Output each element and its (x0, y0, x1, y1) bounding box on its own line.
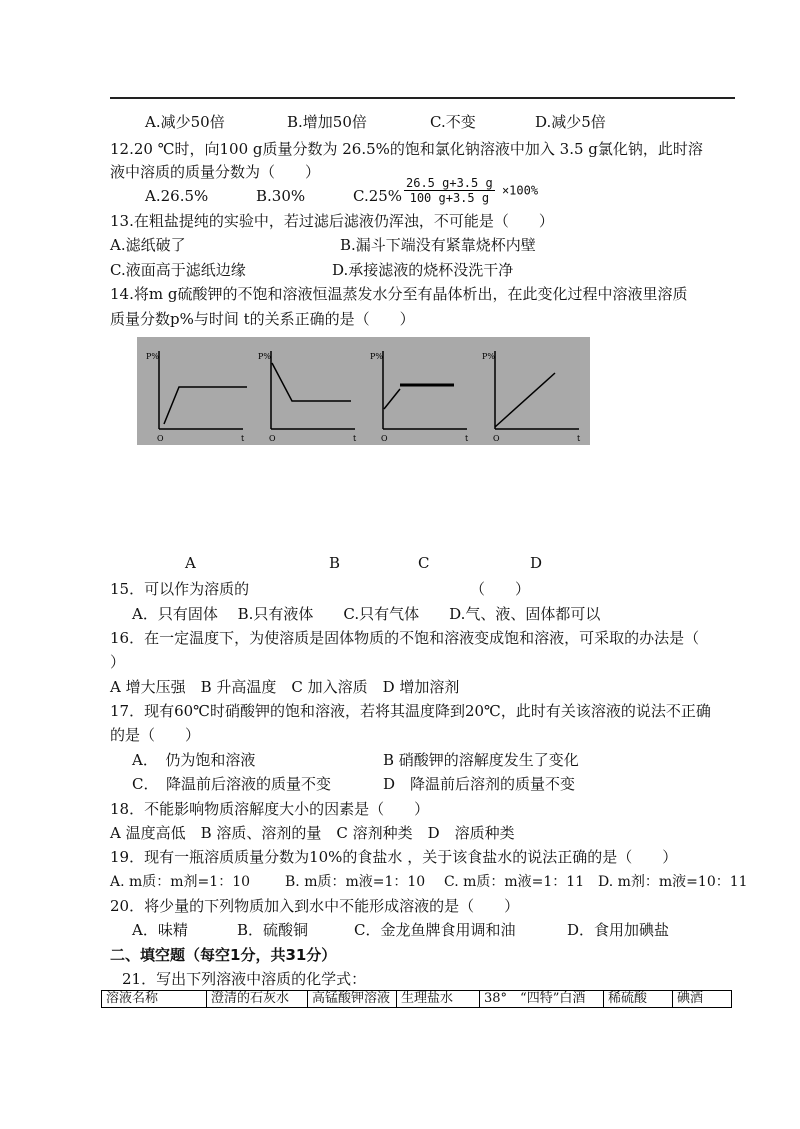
q12-option-c: C.25% (353, 187, 403, 205)
q17-option-a: A． 仍为饱和溶液 (132, 751, 256, 769)
q20-option-b: B．硫酸铜 (237, 921, 309, 939)
graph-a-x-label: t (241, 434, 245, 443)
q12-option-a: A.26.5% (145, 187, 209, 205)
q12-option-b: B.30% (256, 187, 306, 205)
q11-option-c: C.不变 (430, 113, 476, 131)
table-cell: 生理盐水 (397, 991, 480, 1008)
q17-option-c: C． 降温前后溶液的质量不变 (132, 775, 331, 793)
graph-b (255, 337, 363, 445)
graph-b-x-label: t (353, 434, 357, 443)
graph-b-origin: O (269, 434, 276, 443)
q12-option-d-fraction (404, 176, 538, 205)
q13-stem: 13.在粗盐提纯的实验中，若过滤后滤液仍浑浊，不可能是（ ） (110, 212, 554, 230)
graph-a (143, 337, 251, 445)
q14-stem-line1: 14.将m g硫酸钾的不饱和溶液恒温蒸发水分至有晶体析出，在此变化过程中溶液里溶质 (110, 285, 688, 303)
q19-option-c: C. m质：m液=1：11 (444, 874, 585, 890)
fraction-tail: ×100% (501, 183, 539, 198)
graph-a-origin: O (157, 434, 164, 443)
q16-options: A 增大压强 B 升高温度 C 加入溶质 D 增加溶剂 (110, 678, 460, 696)
q15-options: A．只有固体 B.只有液体 C.只有气体 D.气、液、固体都可以 (132, 605, 601, 623)
fraction-denominator: 100 g+3.5 g (409, 191, 490, 205)
q19-option-d: D. m剂：m液=10：11 (598, 874, 748, 890)
q21-stem: 21．写出下列溶液中溶质的化学式： (122, 970, 367, 988)
graph-c-origin: O (381, 434, 388, 443)
q20-stem: 20．将少量的下列物质加入到水中不能形成溶液的是（ ） (110, 897, 520, 915)
graph-d-y-label: P% (482, 352, 495, 361)
q12-stem-line1: 12.20 ℃时，向100 g质量分数为 26.5%的饱和氯化钠溶液中加入 3.5 g氯化钠，此时溶 (110, 140, 703, 158)
graph-label-d: D (530, 554, 543, 572)
table-cell: 稀硫酸 (604, 991, 673, 1008)
q18-stem: 18．不能影响物质溶解度大小的因素是（ ） (110, 800, 430, 818)
q17-option-d: D 降温前后溶剂的质量不变 (383, 775, 576, 793)
q17-stem-line1: 17．现有60℃时硝酸钾的饱和溶液，若将其温度降到20℃，此时有关该溶液的说法不正确 (110, 702, 711, 720)
table-cell: 碘酒 (673, 991, 732, 1008)
q16-stem-line1: 16．在一定温度下，为使溶质是固体物质的不饱和溶液变成饱和溶液，可采取的办法是（ (110, 629, 700, 647)
q11-option-a: A.减少50倍 (145, 113, 225, 131)
graph-label-c: C (418, 554, 430, 572)
q14-graphs-image (137, 337, 590, 445)
q13-option-c: C.液面高于滤纸边缘 (110, 261, 246, 279)
graph-d-x-label: t (577, 434, 581, 443)
graph-label-a: A (185, 554, 196, 572)
q12-stem-line2: 液中溶质的质量分数为（ ） (110, 163, 321, 181)
graph-d-origin: O (493, 434, 500, 443)
graph-label-b: B (329, 554, 341, 572)
table-cell: 38° “四特”白酒 (480, 991, 604, 1008)
q19-option-b: B. m质：m液=1：10 (285, 874, 426, 890)
table-cell: 高锰酸钾溶液 (308, 991, 397, 1008)
q21-table (101, 990, 732, 1008)
graph-c-y-label: P% (370, 352, 383, 361)
q15-stem: 15．可以作为溶质的 (110, 580, 250, 598)
q20-option-a: A．味精 (132, 921, 188, 939)
q14-stem-line2: 质量分数p%与时间 t的关系正确的是（ ） (110, 310, 415, 328)
table-cell: 溶液名称 (102, 991, 207, 1008)
q13-option-b: B.漏斗下端没有紧靠烧杯内壁 (340, 236, 536, 254)
graph-a-y-label: P% (146, 352, 159, 361)
q15-answer-paren: （ ） (470, 580, 531, 598)
fraction-numerator: 26.5 g+3.5 g (406, 176, 493, 190)
q17-option-b: B 硝酸钾的溶解度发生了变化 (383, 751, 579, 769)
graph-c (367, 337, 475, 445)
graph-c-x-label: t (465, 434, 469, 443)
q11-option-d: D.减少5倍 (535, 113, 606, 131)
table-cell: 澄清的石灰水 (207, 991, 308, 1008)
q18-options: A 温度高低 B 溶质、溶剂的量 C 溶剂种类 D 溶质种类 (110, 824, 515, 842)
table-row (102, 991, 732, 1008)
q20-option-c: C．金龙鱼牌食用调和油 (354, 921, 516, 939)
q13-option-a: A.滤纸破了 (110, 236, 186, 254)
graph-b-y-label: P% (258, 352, 271, 361)
graph-d (479, 337, 587, 445)
top-rule (110, 97, 735, 99)
q11-option-b: B.增加50倍 (287, 113, 367, 131)
q16-stem-line2: ） (110, 653, 126, 671)
q19-stem: 19．现有一瓶溶质质量分数为10%的食盐水 ，关于该食盐水的说法正确的是（ ） (110, 848, 678, 866)
q19-option-a: A. m质：m剂=1：10 (110, 874, 251, 890)
q13-option-d: D.承接滤液的烧杯没洗干净 (332, 261, 514, 279)
q20-option-d: D．食用加碘盐 (567, 921, 670, 939)
section-heading: 二、填空题（每空1分，共31分） (110, 946, 337, 964)
q17-stem-line2: 的是（ ） (110, 726, 201, 744)
